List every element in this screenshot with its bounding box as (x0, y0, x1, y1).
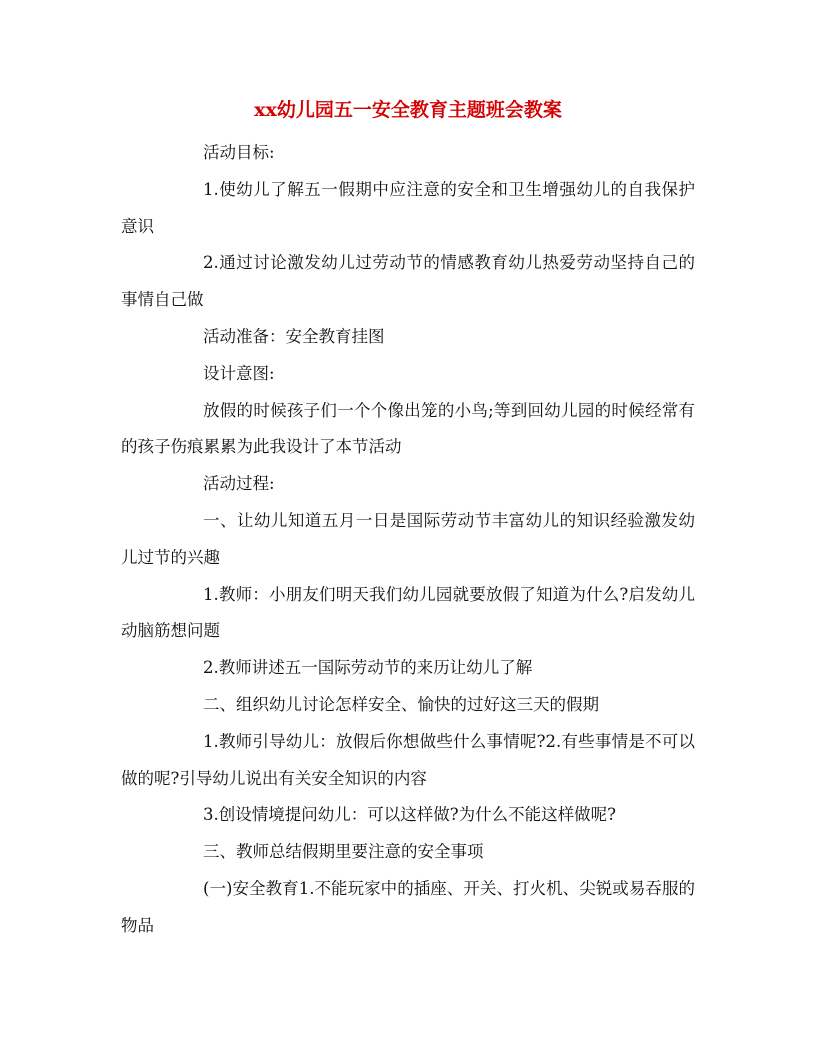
paragraph-section-2-item-1: 1.教师引导幼儿：放假后你想做些什么事情呢?2.有些事情是不可以做的呢?引导幼儿说出有关安全知识的内容 (121, 731, 695, 788)
paragraph-section-2-item-3: 3.创设情境提问幼儿：可以这样做?为什么不能这样做呢? (203, 805, 616, 825)
paragraph-activity-goals-heading: 活动目标: (203, 143, 275, 162)
paragraph-section-2: 二、组织幼儿讨论怎样安全、愉快的过好这三天的假期 (203, 694, 599, 714)
document-body (121, 135, 695, 945)
document-title: xx幼儿园五一安全教育主题班会教案 (254, 99, 562, 121)
paragraph-design-intent: 放假的时候孩子们一个个像出笼的小鸟;等到回幼儿园的时候经常有的孩子伤痕累累为此我设计了本节活动 (121, 400, 695, 457)
paragraph-goal-1: 1.使幼儿了解五一假期中应注意的安全和卫生增强幼儿的自我保护意识 (121, 179, 695, 236)
paragraph-goal-2: 2.通过讨论激发幼儿过劳动节的情感教育幼儿热爱劳动坚持自己的事情自己做 (121, 253, 695, 310)
paragraph-section-1-item-2: 2.教师讲述五一国际劳动节的来历让幼儿了解 (203, 658, 533, 678)
paragraph-section-3: 三、教师总结假期里要注意的安全事项 (203, 842, 484, 862)
paragraph-activity-process-heading: 活动过程: (203, 474, 275, 494)
paragraph-design-intent-heading: 设计意图: (203, 363, 275, 383)
paragraph-section-3-safety: (一)安全教育1.不能玩家中的插座、开关、打火机、尖锐或易吞服的物品 (121, 878, 695, 935)
paragraph-activity-preparation: 活动准备：安全教育挂图 (203, 326, 385, 346)
paragraph-section-1: 一、让幼儿知道五月一日是国际劳动节丰富幼儿的知识经验激发幼儿过节的兴趣 (121, 510, 695, 567)
paragraph-section-1-item-1: 1.教师：小朋友们明天我们幼儿园就要放假了知道为什么?启发幼儿动脑筋想问题 (121, 584, 695, 641)
